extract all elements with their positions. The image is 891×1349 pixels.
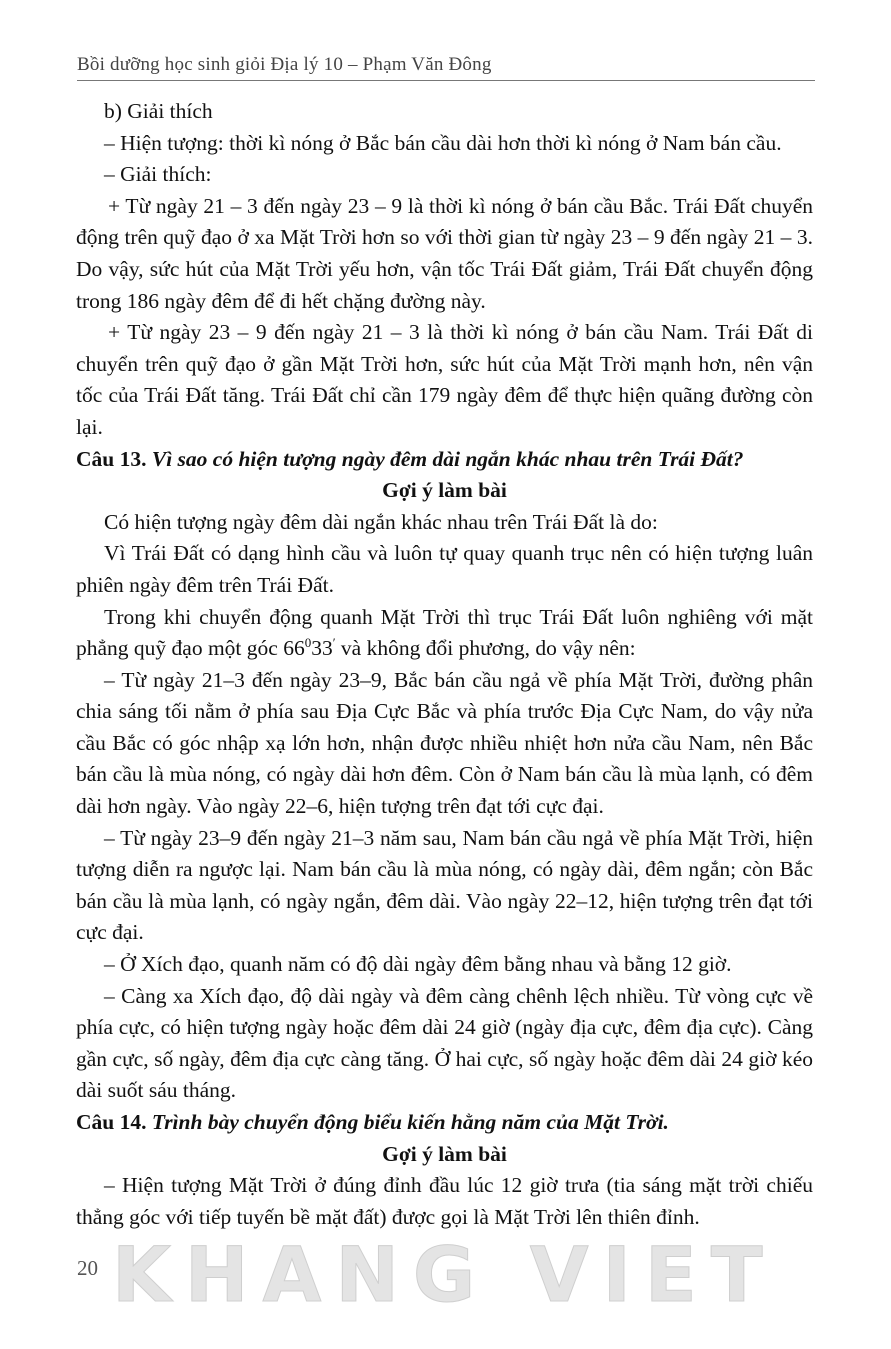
running-header: Bồi dưỡng học sinh giỏi Địa lý 10 – Phạm Văn Đông: [77, 54, 492, 75]
hint-heading: Gợi ý làm bài: [382, 478, 507, 503]
question-14: [76, 1107, 813, 1139]
paragraph: – Hiện tượng Mặt Trời ở đúng đỉnh đầu lúc 12 giờ trưa (tia sáng mặt trời chiếu thẳng góc với tiếp tuyến bề mặt đất) được gọi là Mặt Trời lên thiên đỉnh.: [76, 1173, 813, 1229]
question-13: [76, 444, 813, 476]
question-text: Trình bày chuyển động biểu kiến hằng năm của Mặt Trời.: [151, 1110, 669, 1134]
paragraph: Có hiện tượng ngày đêm dài ngắn khác nhau trên Trái Đất là do:: [104, 509, 658, 534]
angle-text-after: và không đổi phương, do vậy nên:: [335, 636, 636, 661]
angle-minutes: 33: [311, 636, 333, 661]
paragraph: – Càng xa Xích đạo, độ dài ngày và đêm càng chênh lệch nhiều. Từ vòng cực về phía cực, có hiện tượng ngày hoặc đêm dài 24 giờ (ngày địa cực, đêm địa cực). Càng gần cực, số ngày, đêm địa cực càng tăng. Ở hai cực, số ngày hoặc đêm dài 24 giờ kéo dài suốt sáu tháng.: [76, 983, 813, 1103]
page-number: 20: [77, 1256, 98, 1280]
question-text: Vì sao có hiện tượng ngày đêm dài ngắn khác nhau trên Trái Đất?: [151, 446, 744, 471]
publisher-watermark: KHANG VIET: [112, 1230, 777, 1319]
paragraph: b) Giải thích: [104, 99, 213, 123]
paragraph: – Hiện tượng: thời kì nóng ở Bắc bán cầu dài hơn thời kì nóng ở Nam bán cầu.: [104, 130, 782, 155]
angle-text: Trong khi chuyển động quanh Mặt Trời thì trục Trái Đất luôn nghiêng với mặt phẳng quỹ đạo một góc 66: [76, 604, 813, 661]
hint-heading: Gợi ý làm bài: [382, 1141, 507, 1166]
paragraph: – Từ ngày 21–3 đến ngày 23–9, Bắc bán cầu ngả về phía Mặt Trời, đường phân chia sáng tối nằm ở phía sau Địa Cực Bắc và phía trước Địa Cực Nam, do vậy nửa cầu Bắc có góc nhập xạ lớn hơn, nhận được nhiều nhiệt hơn nửa cầu Nam, nên Bắc bán cầu là mùa nóng, có ngày dài hơn đêm. Còn ở Nam bán cầu là mùa lạnh, có đêm dài hơn ngày. Vào ngày 22–6, hiện tượng trên đạt tới cực đại.: [76, 667, 813, 819]
prime-mark: ′: [332, 634, 336, 650]
header-divider: [77, 80, 815, 81]
question-label: Câu 13.: [76, 446, 147, 471]
degree-superscript: 0: [304, 634, 312, 650]
paragraph: [76, 602, 813, 665]
paragraph: – Từ ngày 23–9 đến ngày 21–3 năm sau, Nam bán cầu ngả về phía Mặt Trời, hiện tượng diễn ra ngược lại. Nam bán cầu là mùa nóng, có ngày dài, đêm ngắn; còn Bắc bán cầu là mùa lạnh, có ngày ngắn, đêm dài. Vào ngày 22–12, hiện tượng trên đạt tới cực đại.: [76, 825, 813, 945]
question-label: Câu 14.: [76, 1110, 147, 1134]
paragraph: – Ở Xích đạo, quanh năm có độ dài ngày đêm bằng nhau và bằng 12 giờ.: [104, 952, 732, 977]
paragraph: Vì Trái Đất có dạng hình cầu và luôn tự quay quanh trục nên có hiện tượng luân phiên ngày đêm trên Trái Đất.: [76, 541, 813, 597]
paragraph: + Từ ngày 21 – 3 đến ngày 23 – 9 là thời kì nóng ở bán cầu Bắc. Trái Đất chuyển động trên quỹ đạo ở xa Mặt Trời hơn so với thời gian từ ngày 23 – 9 đến ngày 21 – 3. Do vậy, sức hút của Mặt Trời yếu hơn, vận tốc Trái Đất giảm, Trái Đất chuyển động trong 186 ngày đêm để đi hết chặng đường này.: [76, 193, 813, 313]
paragraph: – Giải thích:: [104, 162, 212, 187]
paragraph: + Từ ngày 23 – 9 đến ngày 21 – 3 là thời kì nóng ở bán cầu Nam. Trái Đất di chuyển trên quỹ đạo ở gần Mặt Trời hơn, sức hút của Mặt Trời mạnh hơn, nên vận tốc của Trái Đất tăng. Trái Đất chỉ cần 179 ngày đêm để thực hiện quãng đường còn lại.: [76, 320, 813, 439]
page-body: [76, 96, 813, 1233]
